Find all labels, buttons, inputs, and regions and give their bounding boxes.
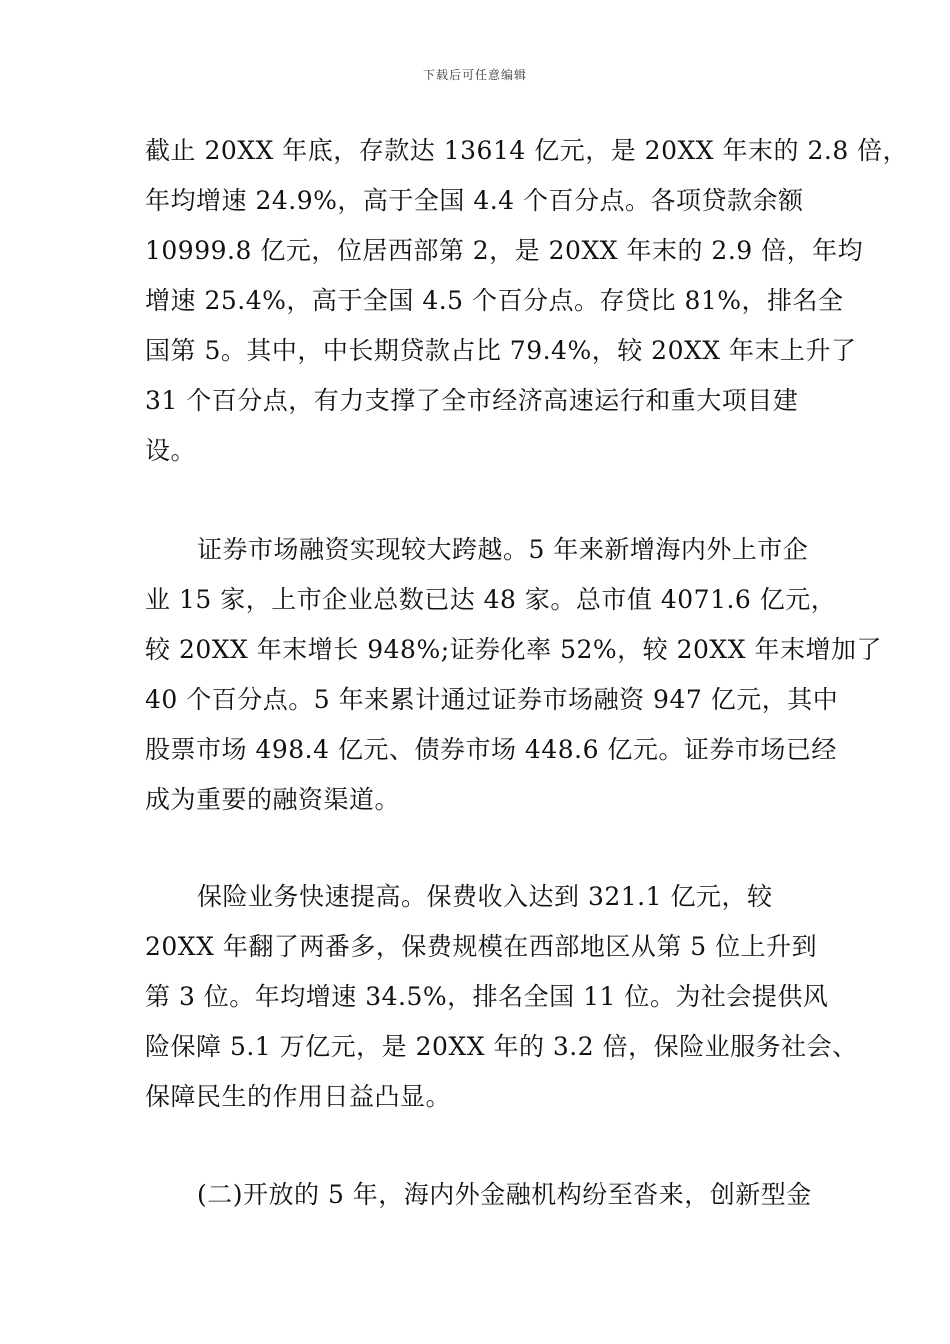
paragraph-2-line-4: 40 个百分点。5 年来累计通过证券市场融资 947 亿元，其中 [145,685,839,714]
paragraph-2-line-3: 较 20XX 年末增长 948%;证券化率 52%，较 20XX 年末增加了 [145,635,882,664]
paragraph-1-line-7: 设。 [145,436,197,465]
paragraph-2-line-6: 成为重要的融资渠道。 [145,785,401,814]
paragraph-1-line-4: 增速 25.4%，高于全国 4.5 个百分点。存贷比 81%，排名全 [145,286,844,315]
paragraph-2-line-1: 证券市场融资实现较大跨越。5 年来新增海内外上市企 [197,535,809,564]
paragraph-1-line-6: 31 个百分点，有力支撑了全市经济高速运行和重大项目建 [145,386,799,415]
paragraph-3-line-3: 第 3 位。年均增速 34.5%，排名全国 11 位。为社会提供风 [145,982,829,1011]
paragraph-1-line-2: 年均增速 24.9%，高于全国 4.4 个百分点。各项贷款余额 [145,186,804,215]
paragraph-1-line-3: 10999.8 亿元，位居西部第 2，是 20XX 年末的 2.9 倍，年均 [145,236,864,265]
paragraph-2-line-5: 股票市场 498.4 亿元、债券市场 448.6 亿元。证券市场已经 [145,735,837,764]
paragraph-1-line-1: 截止 20XX 年底，存款达 13614 亿元，是 20XX 年末的 2.8 倍， [145,136,909,165]
paragraph-4-line-1: (二)开放的 5 年，海内外金融机构纷至沓来，创新型金 [197,1180,812,1209]
paragraph-2-line-2: 业 15 家，上市企业总数已达 48 家。总市值 4071.6 亿元， [145,585,837,614]
paragraph-1-line-5: 国第 5。其中，中长期贷款占比 79.4%，较 20XX 年末上升了 [145,336,857,365]
paragraph-3-line-5: 保障民生的作用日益凸显。 [145,1082,452,1111]
paragraph-3-line-2: 20XX 年翻了两番多，保费规模在西部地区从第 5 位上升到 [145,932,818,961]
paragraph-3-line-4: 险保障 5.1 万亿元，是 20XX 年的 3.2 倍，保险业服务社会、 [145,1032,858,1061]
page-header: 下载后可任意编辑 [422,68,527,82]
paragraph-3-line-1: 保险业务快速提高。保费收入达到 321.1 亿元，较 [197,882,773,911]
